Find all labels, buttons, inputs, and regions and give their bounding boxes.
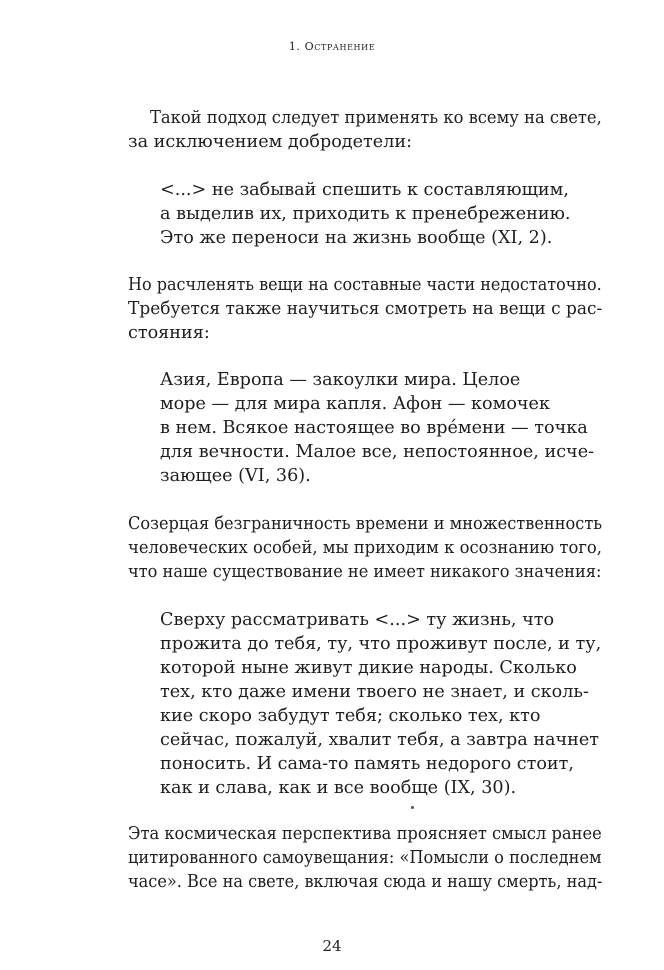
paragraph-4-line-1: Эта космическая перспектива проясняет смысл ранее bbox=[128, 824, 602, 844]
paragraph-3-line-1: Созерцая безграничность времени и множественность bbox=[128, 514, 603, 534]
quote-3-line-6: сейчас, пожалуй, хвалит тебя, а завтра начнет bbox=[160, 730, 600, 750]
running-header: 1. Остранение bbox=[288, 40, 376, 53]
paragraph-3-line-3: что наше существование не имеет никакого значения: bbox=[128, 562, 602, 582]
paragraph-2-line-2: Требуется также научиться смотреть на вещи с рас- bbox=[128, 299, 603, 319]
quote-2-line-3: в нем. Всякое настоящее во вре́мени — точка bbox=[160, 418, 588, 438]
quote-2-line-1: Азия, Европа — закоулки мира. Целое bbox=[160, 370, 521, 390]
paragraph-4-line-3: часе». Все на свете, включая сюда и нашу смерть, над- bbox=[128, 872, 603, 892]
quote-1-line-3: Это же переноси на жизнь вообще (XI, 2). bbox=[160, 228, 553, 248]
quote-2-line-5: зающее (VI, 36). bbox=[160, 466, 311, 486]
quote-3-line-7: поносить. И сама-то память недорого стоит, bbox=[160, 754, 574, 774]
page-number: 24 bbox=[322, 937, 342, 955]
quote-3-line-2: прожита до тебя, ту, что проживут после, и ту, bbox=[160, 634, 602, 654]
paragraph-1-line-2: за исключением добродетели: bbox=[128, 132, 413, 152]
paragraph-4-line-2: цитированного самоувещания: «Помысли о последнем bbox=[128, 848, 602, 868]
quote-1-line-2: а выделив их, приходить к пренебрежению. bbox=[160, 204, 571, 224]
quote-3-line-5: кие скоро забудут тебя; сколько тех, кто bbox=[160, 706, 541, 726]
quote-3-line-3: которой ныне живут дикие народы. Сколько bbox=[160, 658, 577, 678]
paragraph-2-line-3: стояния: bbox=[128, 323, 210, 343]
print-speck bbox=[411, 806, 414, 809]
paragraph-1-line-1: Такой подход следует применять ко всему на свете, bbox=[150, 108, 602, 128]
paragraph-3-line-2: человеческих особей, мы приходим к осознанию того, bbox=[128, 538, 602, 558]
quote-1-line-1: <...> не забывай спешить к составляющим, bbox=[160, 180, 569, 200]
quote-3-line-1: Сверху рассматривать <...> ту жизнь, что bbox=[160, 610, 555, 630]
quote-2-line-4: для вечности. Малое все, непостоянное, исче- bbox=[160, 442, 595, 462]
quote-2-line-2: море — для мира капля. Афон — комочек bbox=[160, 394, 550, 414]
quote-3-line-4: тех, кто даже имени твоего не знает, и сколь- bbox=[160, 682, 589, 702]
paragraph-2-line-1: Но расчленять вещи на составные части недостаточно. bbox=[128, 275, 602, 295]
quote-3-line-8: как и слава, как и все вообще (IX, 30). bbox=[160, 778, 517, 798]
